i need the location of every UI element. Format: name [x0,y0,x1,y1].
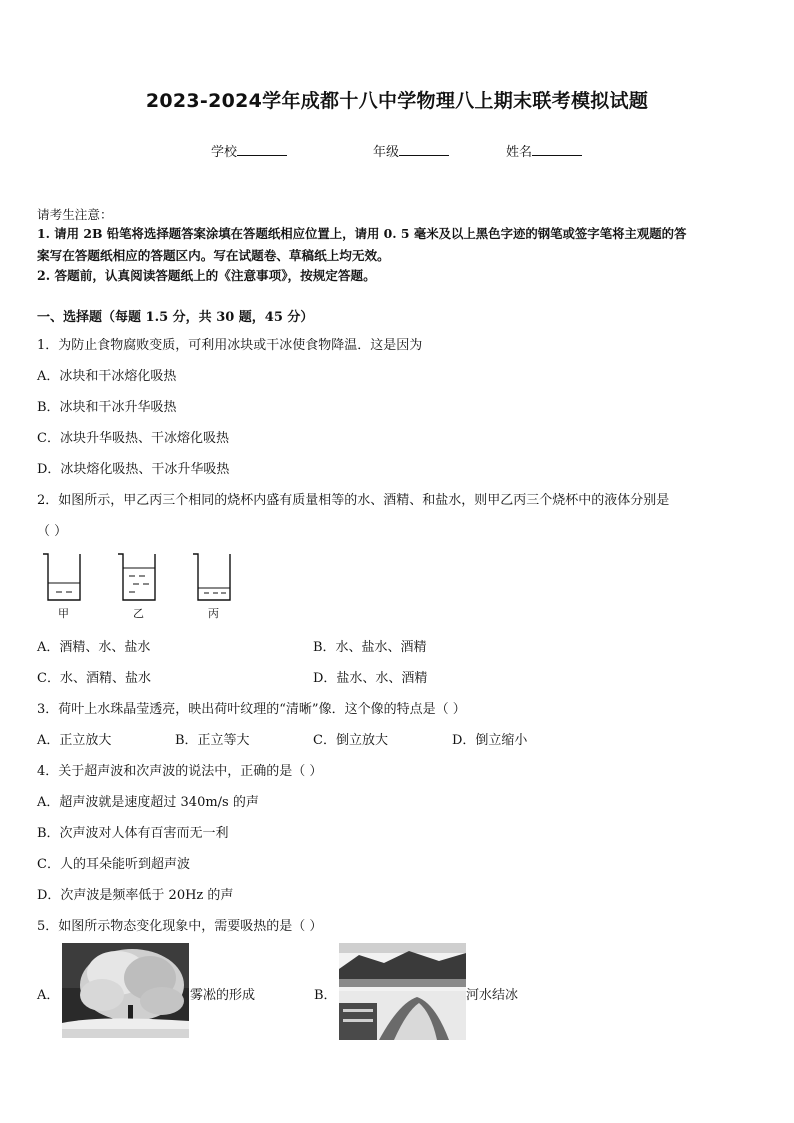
question-4-option-b: B．次声波对人体有百害而无一利 [37,826,229,841]
beaker-yi-figure [117,552,157,602]
notice-item-2: 2. 答题前，认真阅读答题纸上的《注意事项》，按规定答题。 [37,268,376,283]
question-3-option-c: C．倒立放大 [313,733,388,748]
section-heading: 一、选择题（每题 1.5 分，共 30 题，45 分） [37,310,314,325]
question-5-option-b-letter: B． [314,988,337,1003]
school-label: 学校 [211,145,238,160]
name-label: 姓名 [506,145,533,160]
question-5-option-a-letter: A． [37,988,60,1003]
frozen-river-photo [339,943,466,1040]
beaker-label-bing: 丙 [208,607,219,620]
question-3-option-d: D．倒立缩小 [452,733,528,748]
beaker-jia-figure [42,552,82,602]
question-3-option-a: A．正立放大 [37,733,112,748]
notice-heading: 请考生注意： [37,207,113,222]
rime-photo [62,943,189,1038]
question-2-stem: 2．如图所示，甲乙丙三个相同的烧杯内盛有质量相等的水、酒精、和盐水，则甲乙丙三个烧杯中的液体分别是 [37,493,670,508]
question-3-stem: 3．荷叶上水珠晶莹透亮，映出荷叶纹理的“清晰”像．这个像的特点是（ ） [37,702,466,717]
question-1-option-a: A．冰块和干冰熔化吸热 [37,369,177,384]
notice-item-1-line-2: 案写在答题纸相应的答题区内。写在试题卷、草稿纸上均无效。 [37,248,390,263]
grade-blank [399,143,449,156]
question-4-stem: 4．关于超声波和次声波的说法中，正确的是（ ） [37,764,323,779]
question-2-option-b: B．水、盐水、酒精 [313,640,427,655]
question-1-stem: 1．为防止食物腐败变质，可利用冰块或干冰使食物降温．这是因为 [37,338,423,353]
question-1-option-d: D．冰块熔化吸热、干冰升华吸热 [37,462,230,477]
grade-label: 年级 [373,145,400,160]
question-2-option-a: A．酒精、水、盐水 [37,640,151,655]
question-4-option-d: D．次声波是频率低于 20Hz 的声 [37,888,234,903]
question-5-option-a-caption: 雾凇的形成 [190,988,256,1003]
page-title: 2023-2024学年成都十八中学物理八上期末联考模拟试题 [145,90,649,112]
name-blank [532,143,582,156]
question-5-option-b-caption: 河水结冰 [466,988,519,1003]
question-4-option-c: C．人的耳朵能听到超声波 [37,857,190,872]
question-1-option-b: B．冰块和干冰升华吸热 [37,400,177,415]
notice-item-1-line-1: 1. 请用 2B 铅笔将选择题答案涂填在答题纸相应位置上，请用 0. 5 毫米及以上黑色字迹的钢笔或签字笔将主观题的答 [37,226,687,241]
question-5-stem: 5．如图所示物态变化现象中，需要吸热的是（ ） [37,919,323,934]
question-1-option-c: C．冰块升华吸热、干冰熔化吸热 [37,431,229,446]
school-field [211,141,287,160]
beaker-label-jia: 甲 [58,607,69,620]
school-blank [237,143,287,156]
beaker-bing-figure [192,552,232,602]
question-2-answer-blank: （ ） [37,524,68,539]
question-2-option-c: C．水、酒精、盐水 [37,671,151,686]
question-3-option-b: B．正立等大 [175,733,250,748]
beaker-label-yi: 乙 [133,607,144,620]
question-2-option-d: D．盐水、水、酒精 [313,671,428,686]
grade-field [373,141,449,160]
name-field [506,141,582,160]
question-4-option-a: A．超声波就是速度超过 340m/s 的声 [37,795,259,810]
